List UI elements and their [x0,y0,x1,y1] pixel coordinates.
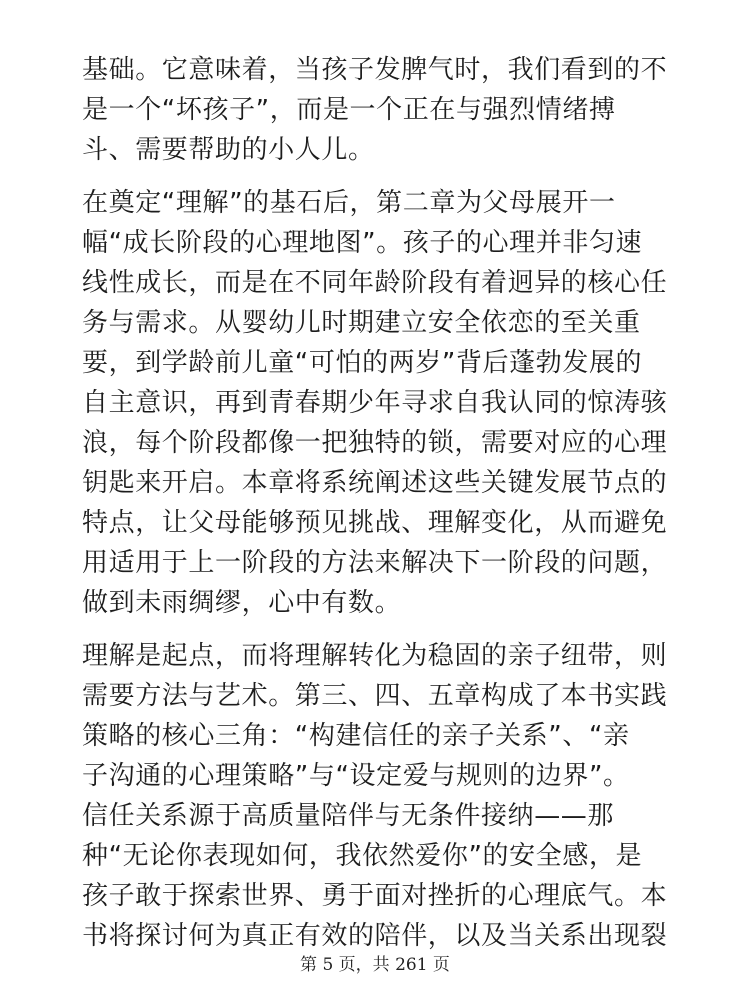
text-line: 线性成长，而是在不同年龄阶段有着迥异的核心任 [82,268,668,298]
text-line: 自主意识，再到青春期少年寻求自我认同的惊涛骇 [82,388,668,418]
text-line: 浪，每个阶段都像一把独特的锁，需要对应的心理 [82,428,668,458]
text-line: 要，到学龄前儿童“可怕的两岁”背后蓬勃发展的 [82,348,643,378]
page-number-footer: 第 5 页，共 261 页 [300,955,450,975]
paragraph-2 [82,183,672,623]
text-line: 基础。它意味着，当孩子发脾气时，我们看到的不 [82,55,668,85]
text-line: 特点，让父母能够预见挑战、理解变化，从而避免 [82,508,668,538]
document-page [82,50,672,969]
text-line: 需要方法与艺术。第三、四、五章构成了本书实践 [82,681,668,711]
text-line: 用适用于上一阶段的方法来解决下一阶段的问题， [82,548,668,578]
text-line: 做到未雨绸缪，心中有数。 [82,588,402,618]
text-line: 子沟通的心理策略”与“设定爱与规则的边界”。 [82,761,630,791]
text-line: 是一个“坏孩子”，而是一个正在与强烈情绪搏 [82,95,616,125]
text-line: 种“无论你表现如何，我依然爱你”的安全感，是 [82,841,643,871]
text-line: 孩子敢于探索世界、勇于面对挫折的心理底气。本 [82,881,668,911]
text-line: 在奠定“理解”的基石后，第二章为父母展开一 [82,188,616,218]
text-line: 书将探讨何为真正有效的陪伴，以及当关系出现裂 [82,921,668,951]
paragraph-3 [82,636,672,956]
text-line: 务与需求。从婴幼儿时期建立安全依恋的至关重 [82,308,641,338]
text-line: 信任关系源于高质量陪伴与无条件接纳——那 [82,801,615,831]
paragraph-1 [82,50,672,170]
text-line: 钥匙来开启。本章将系统阐述这些关键发展节点的 [82,468,668,498]
text-line: 策略的核心三角：“构建信任的亲子关系”、“亲 [82,721,630,751]
text-line: 幅“成长阶段的心理地图”。孩子的心理并非匀速 [82,228,643,258]
text-line: 斗、需要帮助的小人儿。 [82,135,375,165]
text-line: 理解是起点，而将理解转化为稳固的亲子纽带，则 [82,641,668,671]
